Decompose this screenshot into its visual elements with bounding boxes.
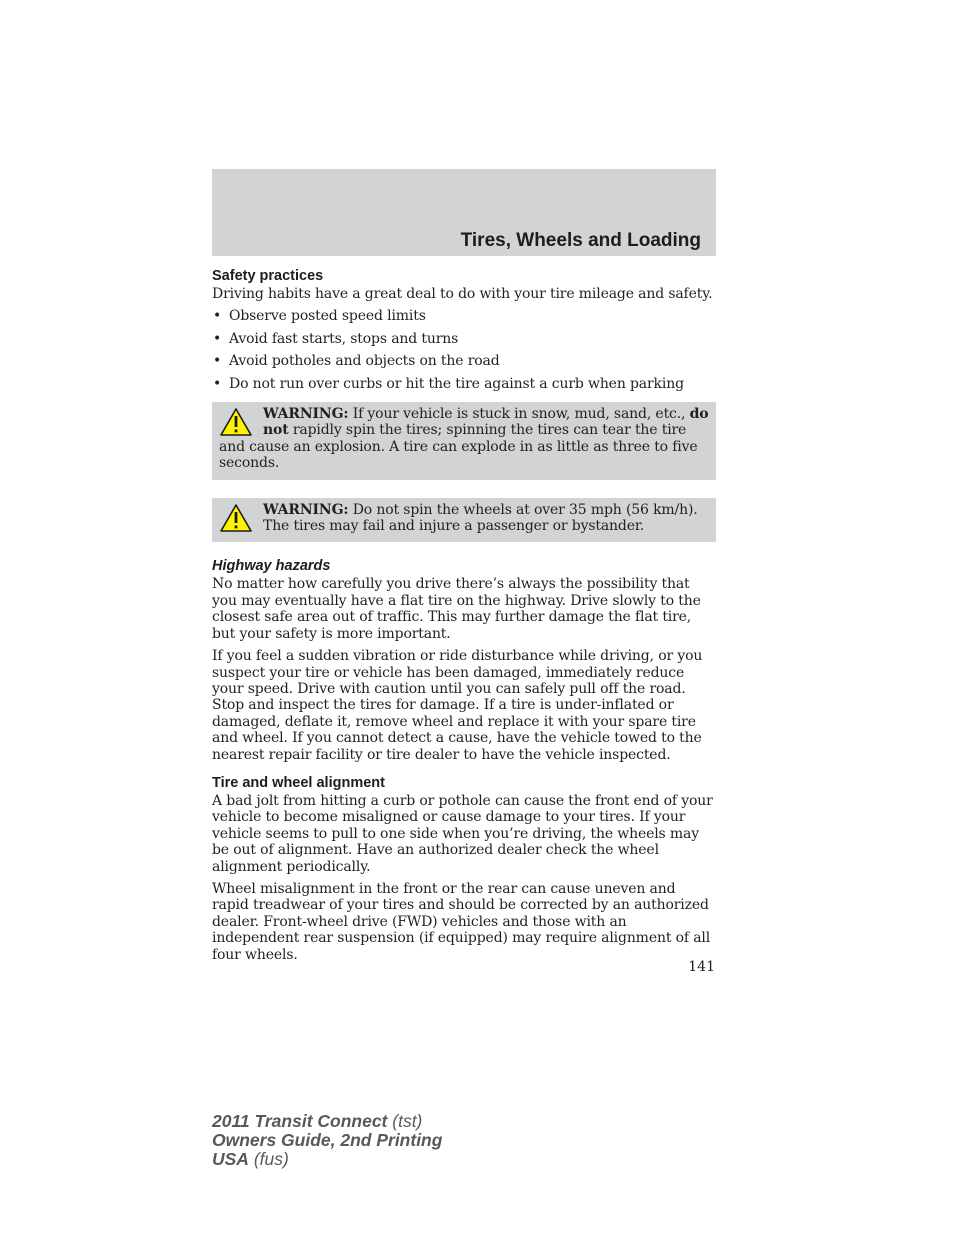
page-content [212,266,716,969]
page-number: 141 [688,959,715,975]
alignment-paragraph: Wheel misalignment in the front or the rear can cause uneven and rapid treadwear of your tires and should be corrected by an authorized dealer. Front-wheel drive (FWD) vehicles and those with an independent rear suspension (if equipped) may require alignment of all four wheels. [212,880,711,963]
list-item [212,376,716,392]
section-heading-highway-hazards: Highway hazards [212,558,331,575]
alignment-paragraph: A bad jolt from hitting a curb or pothole can cause the front end of your vehicle to become misaligned or cause damage to your tires. If your vehicle seems to pull to one side when you’re driving, the wheels may be out of alignment. Have an authorized dealer check the wheel alignment periodically. [212,792,713,875]
bullet-glyph: • [213,330,222,347]
list-item-text: Avoid potholes and objects on the road [229,353,500,370]
warning-triangle-icon [219,503,253,533]
footer-market: USA [212,1149,249,1169]
document-footer [212,1112,442,1169]
highway-paragraph: If you feel a sudden vibration or ride disturbance while driving, or you suspect your tire or vehicle has been damaged, immediately reduce your speed. Drive with caution until you can safely pull off the road. Stop and inspect the tires for damage. If a tire is under-inflated or damaged, deflate it, remove wheel and replace it with your spare tire and wheel. If you cannot detect a cause, have the vehicle towed to the nearest repair facility or tire dealer to have the vehicle inspected. [212,648,703,763]
footer-edition: Owners Guide, 2nd Printing [212,1130,443,1150]
warning-text: rapidly spin the tires; spinning the tires can tear the tire and cause an explosion. A tire can explode in as little as three to five seconds. [219,422,698,472]
chapter-title: Tires, Wheels and Loading [460,230,701,251]
section-heading-safety-practices: Safety practices [212,268,324,284]
bullet-glyph: • [213,308,222,325]
list-item [212,353,716,369]
section-heading-tire-wheel-alignment: Tire and wheel alignment [212,774,385,791]
highway-paragraph: No matter how carefully you drive there’s always the possibility that you may eventually have a flat tire on the highway. Drive slowly to the closest safe area out of traffic. This may further damage the flat tire, but your safety is more important. [212,576,701,642]
safety-intro-paragraph: Driving habits have a great deal to do with your tire mileage and safety. [212,286,713,302]
list-item-text: Do not run over curbs or hit the tire against a curb when parking [229,375,684,392]
warning-label: WARNING: [263,406,349,423]
chapter-header-band [212,169,716,256]
warning-text: If your vehicle is stuck in snow, mud, sand, etc., [348,406,690,423]
footer-market-code: (fus) [248,1149,289,1169]
warning-box-wheel-spin [212,498,716,543]
warning-triangle-icon [219,407,253,437]
safety-bullet-list [212,308,716,392]
footer-model: 2011 Transit Connect [212,1111,388,1131]
footer-model-code: (tst) [387,1111,423,1131]
warning-box-stuck-vehicle [212,402,716,480]
bullet-glyph: • [213,353,222,370]
list-item [212,308,716,324]
list-item-text: Avoid fast starts, stops and turns [229,330,459,347]
list-item-text: Observe posted speed limits [229,308,426,325]
warning-label: WARNING: [263,501,349,518]
warning-text: Do not spin the wheels at over 35 mph (56 km/h). The tires may fail and injure a passenger or bystander. [263,501,698,535]
warning-emphasis: do not [263,406,709,439]
list-item [212,331,716,347]
bullet-glyph: • [213,375,222,392]
